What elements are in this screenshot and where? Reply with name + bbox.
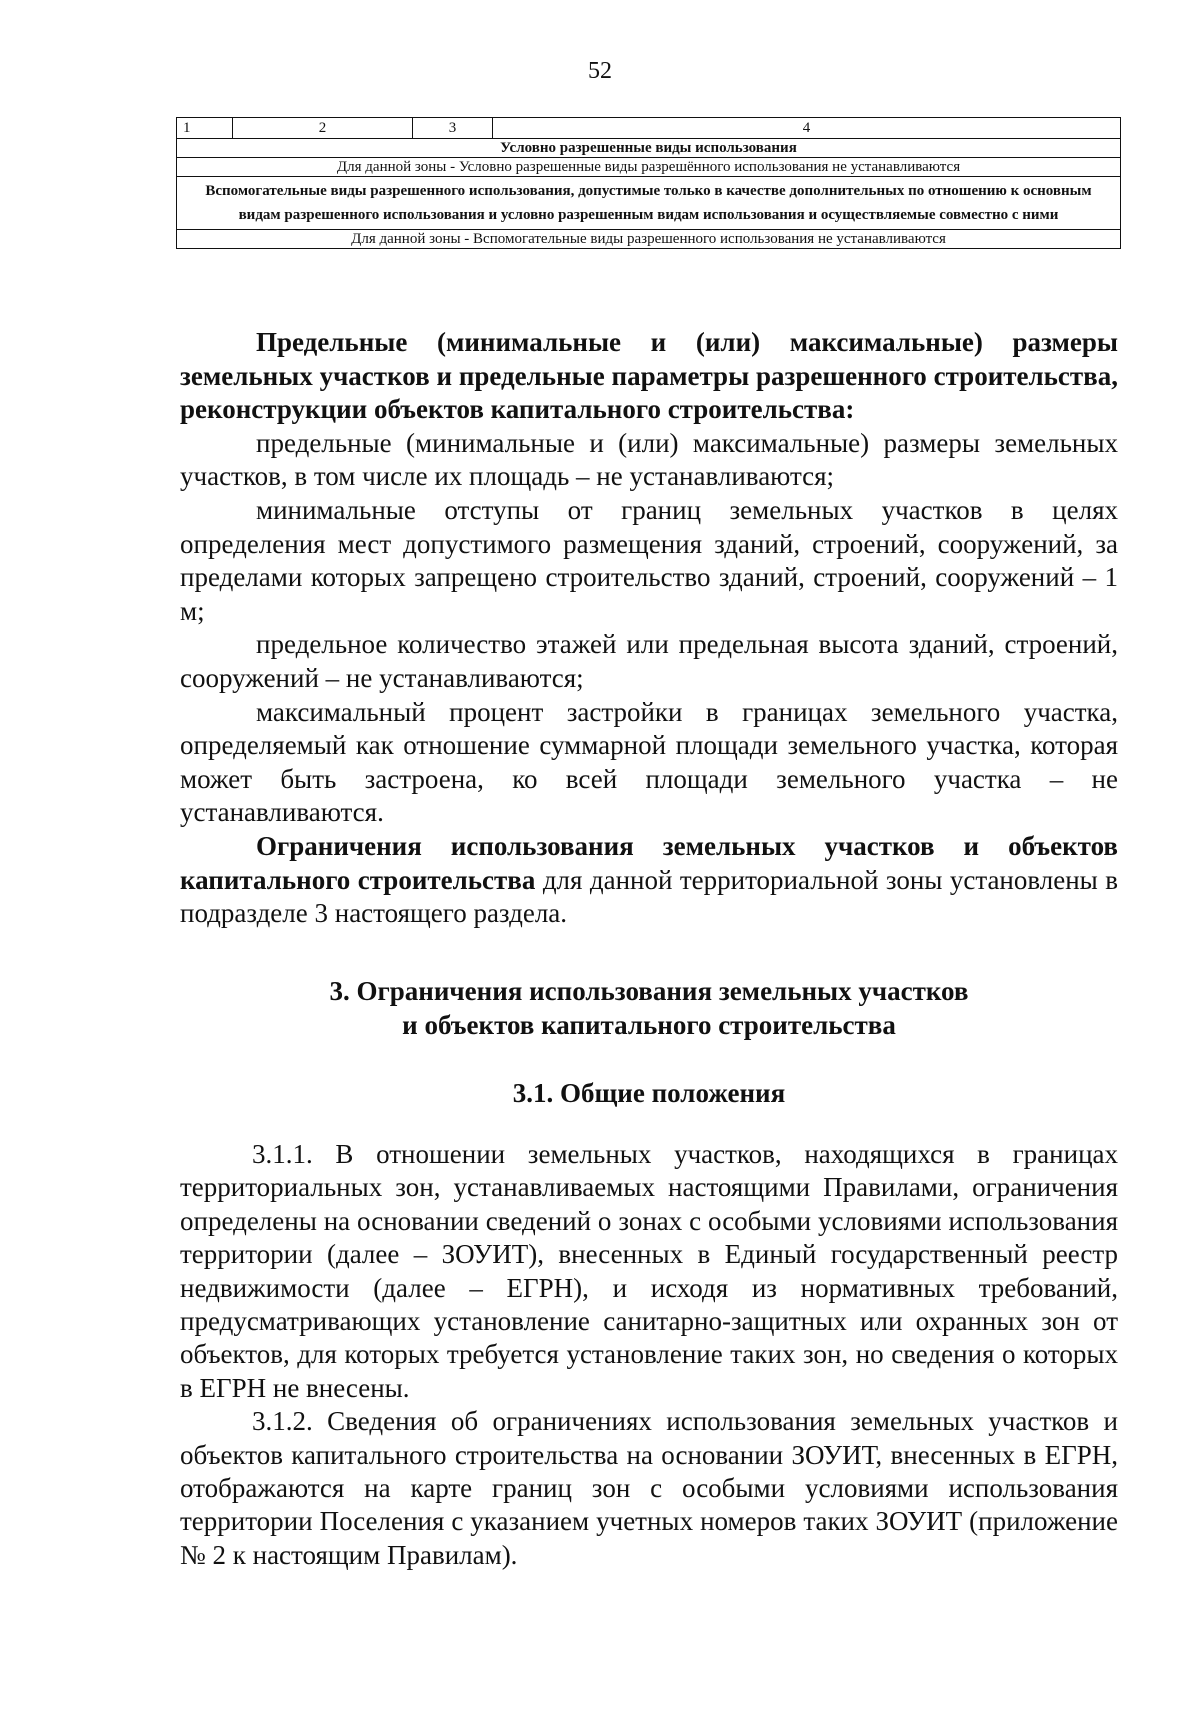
section-3-title-line-1: 3. Ограничения использования земельных участков bbox=[329, 976, 969, 1006]
col-number-2: 2 bbox=[233, 118, 413, 139]
limits-paragraph-3: предельное количество этажей или предельная высота зданий, строений, сооружений – не устанавливаются; bbox=[180, 629, 1118, 693]
limits-paragraph-1: предельные (минимальные и (или) максимальные) размеры земельных участков, в том числе их площадь – не устанавливаются; bbox=[180, 427, 1118, 492]
limits-heading: Предельные (минимальные и (или) максимальные) размеры земельных участков и предельные параметры разрешенного строительства, реконструкции объектов капитального строительства: bbox=[180, 327, 1118, 425]
conditional-uses-heading: Условно разрешенные виды использования bbox=[177, 139, 1121, 158]
table-header-row bbox=[177, 118, 1121, 139]
table-row bbox=[177, 158, 1121, 177]
paragraph-3-1-2: 3.1.2. Сведения об ограничениях использования земельных участков и объектов капитального строительства на основании ЗОУИТ, внесенных в ЕГРН, отображаются на карте границ зон с особыми условиями использования территории Поселения с указанием учетных номеров таких ЗОУИТ (приложение № 2 к настоящим Правилам). bbox=[180, 1406, 1118, 1570]
restrictions-paragraph bbox=[180, 830, 1118, 931]
restrictions-text: для данной территориальной зоны установлены в подразделе 3 настоящего раздела. bbox=[180, 864, 1118, 929]
auxiliary-uses-value: Для данной зоны - Вспомогательные виды разрешенного использования не устанавливаются bbox=[177, 230, 1121, 249]
zone-table bbox=[176, 117, 1121, 249]
paragraph-3-1-1: 3.1.1. В отношении земельных участков, находящихся в границах территориальных зон, устанавливаемых настоящими Правилами, ограничения определены на основании сведений о зонах с особыми условиями использования территории (далее – ЗОУИТ), внесенных в Единый государственный реестр недвижимости (далее – ЕГРН), и исходя из нормативных требований, предусматривающих установление санитарно-защитных или охранных зон от объектов, для которых требуется установление таких зон, но сведения о которых в ЕГРН не внесены. bbox=[180, 1139, 1118, 1403]
limits-paragraph-2: минимальные отступы от границ земельных участков в целях определения мест допустимого размещения зданий, строений, сооружений, за пределами которых запрещено строительство зданий, строений, сооружений – 1 м; bbox=[180, 494, 1118, 626]
section-3-1-title: 3.1. Общие положения bbox=[512, 1078, 786, 1108]
restrictions-bold-text: Ограничения использования земельных участков и объектов капитального строительства bbox=[180, 830, 1118, 895]
section-3-title bbox=[180, 974, 1118, 1042]
page-number: 52 bbox=[588, 58, 612, 84]
conditional-uses-value: Для данной зоны - Условно разрешенные виды разрешённого использования не устанавливаются bbox=[177, 158, 1121, 177]
section-3-title-line-2: и объектов капитального строительства bbox=[402, 1010, 896, 1040]
auxiliary-uses-heading: Вспомогательные виды разрешенного использования, допустимые только в качестве дополнительных по отношению к основным видам разрешенного использования и условно разрешенным видам использования и осуществляемые совместно с ними bbox=[177, 177, 1121, 230]
limits-section bbox=[180, 326, 1118, 931]
table-row bbox=[177, 139, 1121, 158]
general-provisions bbox=[180, 1138, 1118, 1572]
table-row bbox=[177, 177, 1121, 230]
col-number-1: 1 bbox=[177, 118, 233, 139]
col-number-4: 4 bbox=[493, 118, 1121, 139]
limits-paragraph-4: максимальный процент застройки в границах земельного участка, определяемый как отношение суммарной площади земельного участка, которая может быть застроена, ко всей площади земельного участка – не устанавливаются. bbox=[180, 696, 1118, 828]
col-number-3: 3 bbox=[413, 118, 493, 139]
table-row bbox=[177, 230, 1121, 249]
